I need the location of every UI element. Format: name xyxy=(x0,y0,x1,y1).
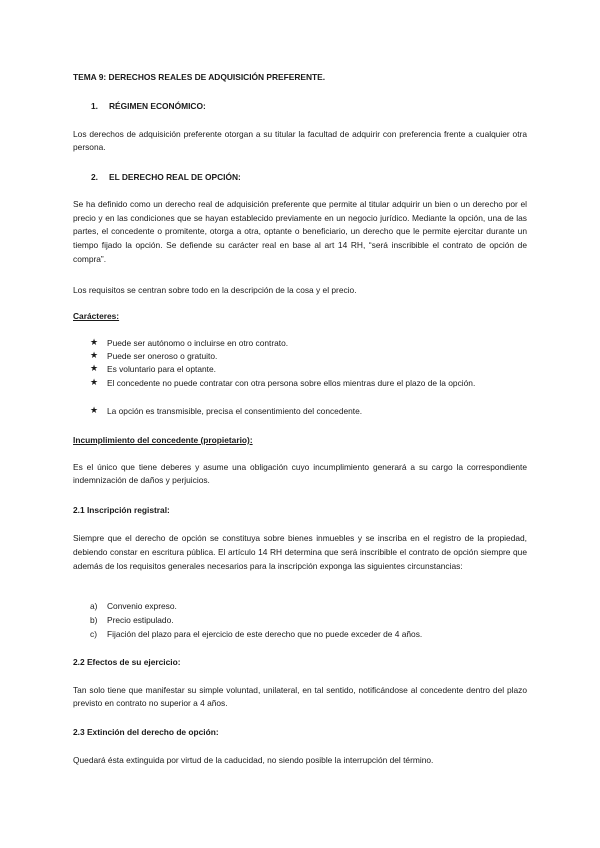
section-2-paragraph-2: Los requisitos se centran sobre todo en la descripción de la cosa y el precio. xyxy=(73,285,357,295)
section-2-number: 2. xyxy=(91,172,98,182)
efectos-paragraph: Tan solo tiene que manifestar su simple voluntad, unilateral, en tal sentido, notificándose al concedente dentro del plazo previsto en contrato no superior a 4 años. xyxy=(73,685,527,708)
incumplimiento-paragraph: Es el único que tiene deberes y asume una obligación cuyo incumplimiento generará a su cargo la correspondiente indemnización de daños y perjuicios. xyxy=(73,462,527,485)
inscripcion-item: b) Precio estipulado. xyxy=(90,615,174,625)
star-bullet-icon: ★ xyxy=(90,378,99,388)
section-1-heading xyxy=(73,100,527,113)
caracteres-item: ★ Puede ser oneroso o gratuito. xyxy=(90,351,218,361)
section-1-title: RÉGIMEN ECONÓMICO: xyxy=(109,101,206,111)
inscripcion-item: c) Fijación del plazo para el ejercicio de este derecho que no puede exceder de 4 años. xyxy=(90,629,423,639)
star-bullet-icon: ★ xyxy=(90,351,99,361)
section-2-paragraph-1: Se ha definido como un derecho real de adquisición preferente que permite al titular adquirir un bien o un derecho por el precio y en las condiciones que se hayan establecido previamente en un negocio jurídico. Mediante la opción, una de las partes, el concedente o promitente, otorga a otra, optante o beneficiario, un derecho que le permite ejercitar durante un tiempo fijado la opción. Se defiende su carácter real en base al art 14 RH, “será inscribible el contrato de opción de compra”. xyxy=(73,199,527,264)
caracteres-item: ★ La opción es transmisible, precisa el consentimiento del concedente. xyxy=(90,406,363,416)
document-title: TEMA 9: DERECHOS REALES DE ADQUISICIÓN PREFERENTE. xyxy=(73,72,326,82)
star-bullet-icon: ★ xyxy=(90,338,99,348)
inscripcion-heading: 2.1 Inscripción registral: xyxy=(73,505,170,515)
caracteres-item: ★ El concedente no puede contratar con otra persona sobre ellos mientras dure el plazo de la opción. xyxy=(90,378,476,388)
star-bullet-icon: ★ xyxy=(90,364,99,374)
extincion-heading: 2.3 Extinción del derecho de opción: xyxy=(73,727,219,737)
caracteres-item: ★ Puede ser autónomo o incluirse en otro contrato. xyxy=(90,338,289,348)
section-2-title: EL DERECHO REAL DE OPCIÓN: xyxy=(109,172,241,182)
section-1-number: 1. xyxy=(91,101,98,111)
star-bullet-icon: ★ xyxy=(90,406,99,416)
efectos-heading: 2.2 Efectos de su ejercicio: xyxy=(73,657,181,667)
extincion-paragraph: Quedará ésta extinguida por virtud de la caducidad, no siendo posible la interrupción del término. xyxy=(73,755,434,765)
inscripcion-paragraph: Siempre que el derecho de opción se constituya sobre bienes inmuebles y se inscriba en el registro de la propiedad, debiendo constar en escritura pública. El artículo 14 RH determina que será inscribible el contrato de opción siempre que además de los requisitos generales necesarios para la inscripción exponga las siguientes circunstancias: xyxy=(73,533,527,571)
section-2-heading xyxy=(73,171,527,184)
section-1-paragraph: Los derechos de adquisición preferente otorgan a su titular la facultad de adquirir con preferencia frente a cualquier otra persona. xyxy=(73,129,527,152)
caracteres-heading: Carácteres: xyxy=(73,311,120,321)
incumplimiento-heading: Incumplimiento del concedente (propietario): xyxy=(73,435,253,445)
caracteres-item: ★ Es voluntario para el optante. xyxy=(90,364,216,374)
inscripcion-item: a) Convenio expreso. xyxy=(90,601,177,611)
